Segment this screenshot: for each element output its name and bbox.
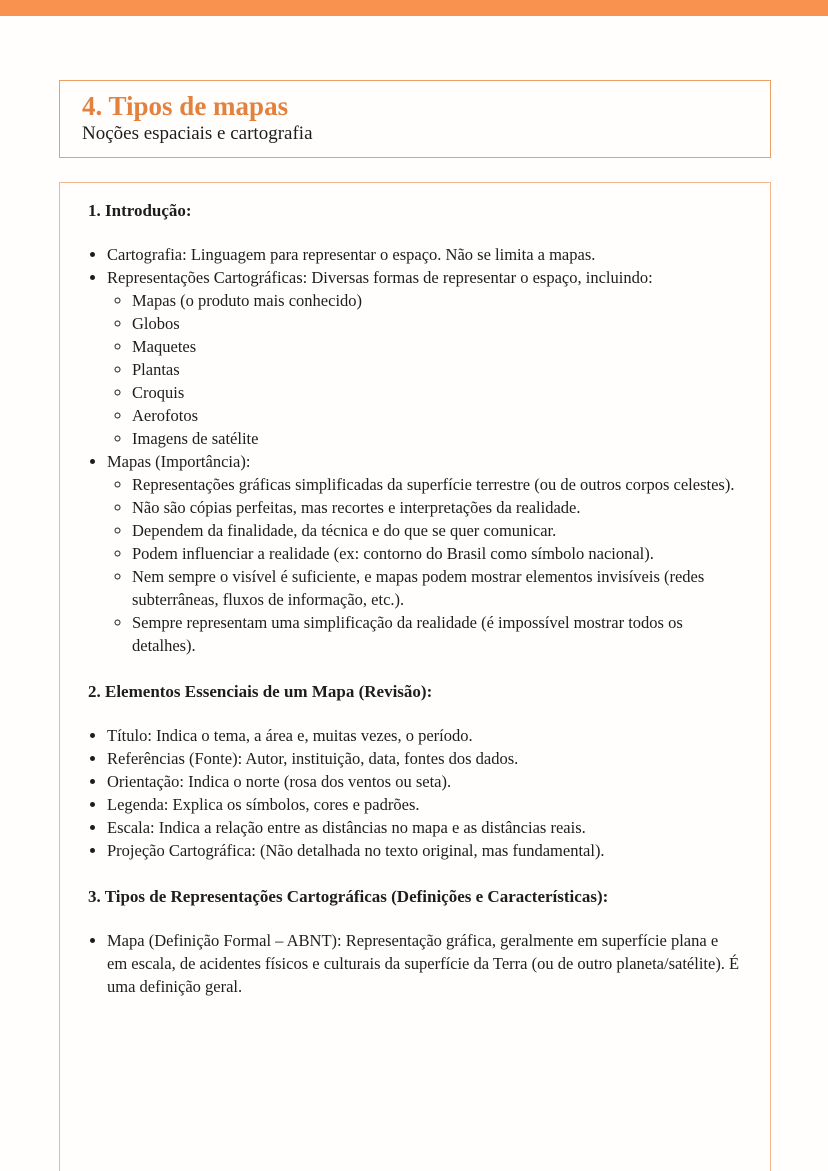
list-item: • Referências (Fonte): Autor, instituição, data, fontes dos dados. — [107, 747, 742, 770]
section-heading: 3. Tipos de Representações Cartográficas (Definições e Características): — [88, 887, 609, 906]
sub-list-item: ◦ Nem sempre o visível é suficiente, e mapas podem mostrar elementos invisíveis (redes subterrâneas, fluxos de informação, etc.). — [132, 565, 742, 611]
sub-bullet-list — [107, 473, 742, 657]
sub-list-item: ◦ Não são cópias perfeitas, mas recortes e interpretações da realidade. — [132, 496, 742, 519]
sub-list-item: ◦ Dependem da finalidade, da técnica e do que se quer comunicar. — [132, 519, 742, 542]
sub-list-item: ◦ Imagens de satélite — [132, 427, 742, 450]
list-item: • Título: Indica o tema, a área e, muitas vezes, o período. — [107, 724, 742, 747]
bullet-list — [88, 243, 742, 657]
list-item: • Mapa (Definição Formal – ABNT): Representação gráfica, geralmente em superfície plana e em escala, de acidentes físicos e culturais da superfície da Terra (ou de outro planeta/satélite). É uma definição geral. — [107, 929, 742, 998]
list-item: • Orientação: Indica o norte (rosa dos ventos ou seta). — [107, 770, 742, 793]
section-heading: 1. Introdução: — [88, 201, 192, 220]
sub-list-item: ◦ Representações gráficas simplificadas da superfície terrestre (ou de outros corpos celestes). — [132, 473, 742, 496]
list-item-text: Cartografia: Linguagem para representar o espaço. Não se limita a mapas. — [107, 245, 596, 264]
list-item — [107, 243, 742, 266]
section-heading: 2. Elementos Essenciais de um Mapa (Revisão): — [88, 682, 433, 701]
list-item: • Escala: Indica a relação entre as distâncias no mapa e as distâncias reais. — [107, 816, 742, 839]
title-card — [59, 80, 771, 158]
section-elementos-essenciais — [88, 680, 742, 862]
page-subtitle: Noções espaciais e cartografia — [82, 123, 313, 144]
top-accent-bar — [0, 0, 828, 16]
list-item — [107, 450, 742, 657]
sub-list-item: ◦ Podem influenciar a realidade (ex: contorno do Brasil como símbolo nacional). — [132, 542, 742, 565]
bullet-list — [88, 929, 742, 998]
bullet-list — [88, 724, 742, 862]
list-item-text: Mapas (Importância): — [107, 452, 251, 471]
page-title: 4. Tipos de mapas — [82, 91, 289, 121]
sub-list-item: ◦ Globos — [132, 312, 742, 335]
notes-card — [59, 182, 771, 1171]
list-item: • Projeção Cartográfica: (Não detalhada no texto original, mas fundamental). — [107, 839, 742, 862]
sub-list-item: ◦ Plantas — [132, 358, 742, 381]
section-introducao — [88, 199, 742, 657]
sub-list-item: ◦ Mapas (o produto mais conhecido) — [132, 289, 742, 312]
list-item: • Legenda: Explica os símbolos, cores e padrões. — [107, 793, 742, 816]
sub-bullet-list — [107, 289, 742, 450]
sub-list-item: ◦ Aerofotos — [132, 404, 742, 427]
sub-list-item: ◦ Maquetes — [132, 335, 742, 358]
section-tipos-representacoes — [88, 885, 742, 998]
sub-list-item: ◦ Sempre representam uma simplificação da realidade (é impossível mostrar todos os detalhes). — [132, 611, 742, 657]
list-item-text: Representações Cartográficas: Diversas formas de representar o espaço, incluindo: — [107, 268, 653, 287]
list-item — [107, 266, 742, 450]
sub-list-item: ◦ Croquis — [132, 381, 742, 404]
